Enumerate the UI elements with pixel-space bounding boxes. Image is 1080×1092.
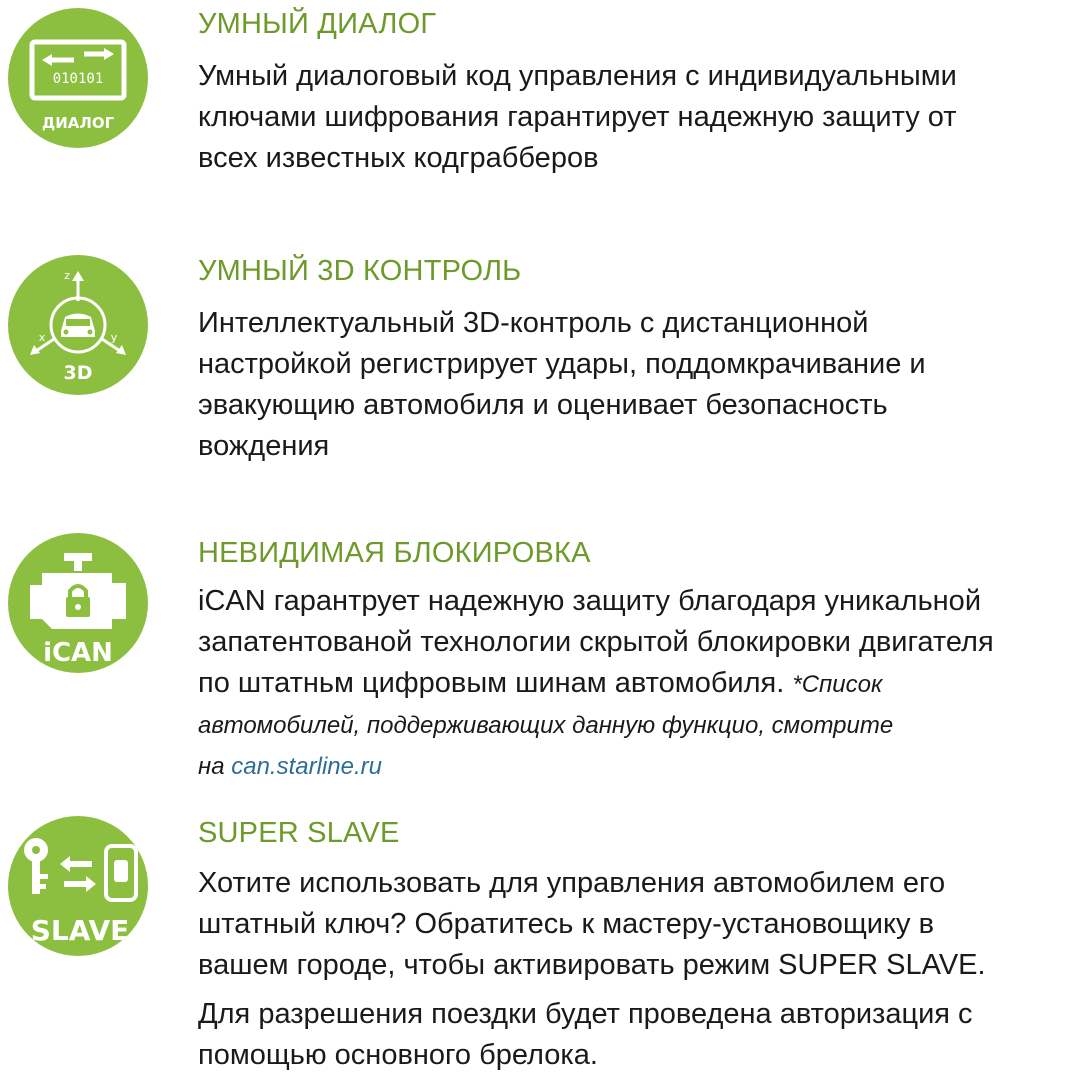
description-line: запатентованой технологии скрытой блокировки двигателя bbox=[198, 626, 994, 658]
description-line: помощью основного брелока. bbox=[198, 1039, 598, 1071]
description-line: эвакующию автомобиля и оценивает безопасность bbox=[198, 389, 888, 421]
description-line: настройкой регистрирует удары, поддомкрачивание и bbox=[198, 348, 926, 380]
key-transfer-icon bbox=[8, 816, 148, 956]
3d-control-icon bbox=[8, 255, 148, 395]
svg-text:z: z bbox=[64, 269, 70, 282]
description-line: Умный диалоговый код управления с индивидуальными bbox=[198, 60, 957, 92]
slave-icon-label: SLAVE bbox=[30, 914, 130, 947]
dialog-icon-label: ДИАЛОГ bbox=[41, 114, 115, 132]
feature-description bbox=[198, 303, 1078, 467]
description-line: Интеллектуальный 3D-контроль с дистанционной bbox=[198, 307, 869, 339]
svg-text:x: x bbox=[38, 331, 46, 344]
feature-title: SUPER SLAVE bbox=[198, 817, 400, 849]
feature-title: УМНЫЙ ДИАЛОГ bbox=[198, 8, 437, 40]
feature-description-extra bbox=[198, 994, 1078, 1076]
feature-description bbox=[198, 581, 1078, 787]
description-line: iCAN гарантрует надежную защиту благодаря уникальной bbox=[198, 585, 982, 617]
description-line: вашем городе, чтобы активировать режим SUPER SLAVE. bbox=[198, 949, 986, 981]
svg-text:y: y bbox=[110, 331, 118, 344]
dialog-icon-binary: 010101 bbox=[52, 71, 104, 87]
description-line: ключами шифрования гарантирует надежную защиту от bbox=[198, 101, 957, 133]
feature-title: УМНЫЙ 3D КОНТРОЛЬ bbox=[198, 255, 522, 287]
engine-lock-icon bbox=[8, 533, 148, 673]
description-line: вождения bbox=[198, 430, 330, 462]
description-line: по штатньм цифровым шинам автомобиля. *Список bbox=[198, 667, 883, 699]
description-line: всех известных кодграбберов bbox=[198, 142, 599, 174]
feature-description bbox=[198, 863, 1078, 986]
can-starline-link[interactable]: can.starline.ru bbox=[231, 753, 382, 780]
dialog-icon bbox=[8, 8, 148, 148]
description-line: Для разрешения поездки будет проведена авторизация с bbox=[198, 998, 973, 1030]
feature-description bbox=[198, 56, 1078, 179]
ican-icon-label: iCAN bbox=[43, 638, 113, 668]
description-line: штатный ключ? Обратитесь к мастеру-установощику в bbox=[198, 908, 934, 940]
footnote-text: *Список bbox=[792, 671, 883, 698]
3d-icon-label: 3D bbox=[63, 362, 93, 384]
description-line: Хотите использовать для управления автомобилем его bbox=[198, 867, 946, 899]
footnote-line: на can.starline.ru bbox=[198, 753, 382, 780]
feature-title: НЕВИДИМАЯ БЛОКИРОВКА bbox=[198, 537, 591, 569]
footnote-line: автомобилей, поддерживающих данную функцио, смотрите bbox=[198, 712, 894, 739]
